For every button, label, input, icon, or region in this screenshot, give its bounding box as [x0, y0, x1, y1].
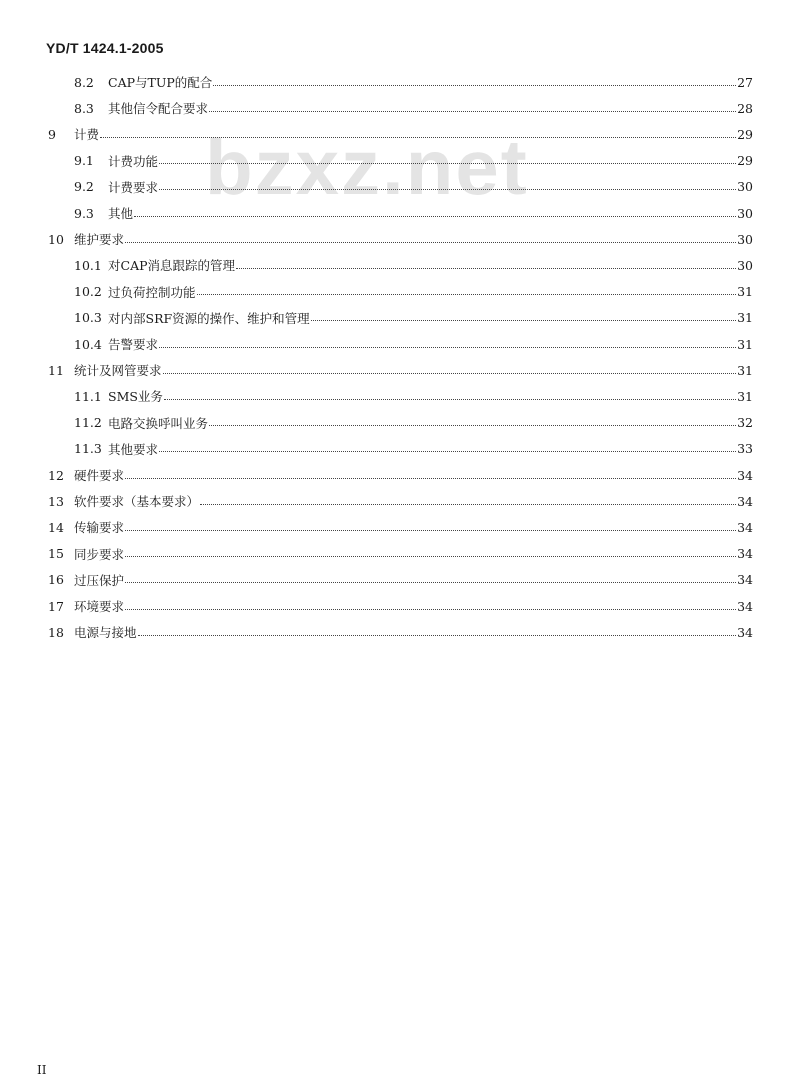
toc-entry-title: 统计及网管要求 — [74, 363, 162, 379]
toc-entry-number: 10.2 — [74, 284, 102, 300]
toc-entry-number: 13 — [48, 493, 64, 509]
toc-entry-title: 同步要求 — [74, 546, 125, 562]
toc-entry — [48, 124, 753, 144]
toc-dot-leader — [125, 556, 736, 557]
toc-dot-leader — [236, 268, 736, 269]
toc-entry — [48, 517, 753, 537]
toc-entry-page: 31 — [737, 362, 753, 378]
toc-entry-page: 30 — [737, 231, 753, 247]
toc-entry — [48, 229, 753, 249]
toc-entry-number: 9.1 — [74, 153, 94, 169]
toc-dot-leader — [164, 399, 736, 400]
toc-entry — [48, 544, 753, 564]
toc-entry-number: 8.2 — [74, 74, 94, 90]
toc-entry-number: 9.3 — [74, 205, 94, 221]
toc-entry — [48, 360, 753, 380]
toc-entry-page: 34 — [737, 572, 753, 588]
toc-entry-title: 告警要求 — [108, 337, 159, 352]
toc-entry-number: 11.2 — [74, 415, 102, 431]
toc-entry-title: 过负荷控制功能 — [108, 284, 196, 300]
toc-entry-number: 10.4 — [74, 336, 102, 352]
toc-entry-number: 11.1 — [74, 388, 102, 404]
toc-entry — [48, 596, 753, 616]
toc-entry-number: 10.3 — [74, 310, 102, 326]
toc-entry-page: 34 — [737, 598, 753, 614]
toc-dot-leader — [100, 137, 736, 138]
toc-entry-page: 34 — [737, 624, 753, 640]
toc-entry-number: 10 — [48, 231, 64, 247]
toc-entry — [74, 98, 753, 118]
toc-entry-title: 其他信令配合要求 — [108, 101, 209, 117]
toc-entry-title: 维护要求 — [74, 232, 125, 248]
toc-entry — [74, 308, 753, 328]
toc-entry-page: 32 — [737, 415, 753, 431]
toc-entry-number: 15 — [48, 546, 64, 562]
toc-entry-title: 对CAP消息跟踪的管理 — [108, 258, 236, 274]
toc-entry-title: SMS业务 — [108, 389, 163, 405]
toc-entry-page: 31 — [737, 388, 753, 404]
toc-entry-number: 12 — [48, 467, 64, 483]
toc-entry-title: 电源与接地 — [74, 625, 137, 641]
toc-entry-title: 软件要求（基本要求） — [74, 494, 200, 510]
toc-entry-number: 9.2 — [74, 179, 94, 195]
toc-entry — [74, 282, 753, 302]
toc-entry-title: 硬件要求 — [74, 468, 125, 483]
toc-entry-title: CAP与TUP的配合 — [108, 75, 213, 90]
toc-entry — [74, 177, 753, 197]
toc-dot-leader — [213, 85, 736, 86]
toc-dot-leader — [125, 582, 736, 583]
toc-entry-page: 34 — [737, 493, 753, 509]
toc-entry — [74, 413, 753, 433]
toc-entry-title: 对内部SRF资源的操作、维护和管理 — [108, 310, 310, 326]
toc-entry-number: 11.3 — [74, 441, 102, 457]
toc-entry — [48, 570, 753, 590]
toc-entry-title: 传输要求 — [74, 520, 125, 536]
toc-dot-leader — [138, 635, 737, 636]
toc-entry-title: 计费 — [74, 127, 100, 143]
toc-entry — [74, 439, 753, 459]
toc-dot-leader — [197, 294, 737, 295]
page-number-footer: II — [37, 1063, 47, 1077]
toc-entry-number: 8.3 — [74, 100, 94, 116]
toc-dot-leader — [311, 320, 736, 321]
toc-dot-leader — [159, 189, 736, 190]
toc-entry-page: 30 — [737, 257, 753, 273]
toc-dot-leader — [200, 504, 736, 505]
toc-dot-leader — [125, 530, 736, 531]
toc-entry — [74, 151, 753, 171]
toc-dot-leader — [209, 111, 736, 112]
toc-entry-page: 33 — [737, 441, 753, 457]
toc-dot-leader — [125, 242, 736, 243]
toc-entry — [74, 255, 753, 275]
toc-entry-page: 34 — [737, 546, 753, 562]
toc-entry-title: 过压保护 — [74, 572, 125, 588]
toc-dot-leader — [163, 373, 737, 374]
toc-dot-leader — [159, 451, 736, 452]
toc-entry-page: 30 — [737, 205, 753, 221]
toc-entry-number: 10.1 — [74, 257, 102, 273]
toc-entry-number: 16 — [48, 572, 64, 588]
toc-entry — [74, 203, 753, 223]
toc-entry-page: 34 — [737, 467, 753, 483]
toc-dot-leader — [159, 347, 736, 348]
toc-dot-leader — [134, 216, 736, 217]
toc-entry — [48, 491, 753, 511]
toc-dot-leader — [159, 163, 736, 164]
toc-entry-page: 31 — [737, 310, 753, 326]
toc-entry — [74, 334, 753, 354]
toc-entry — [74, 386, 753, 406]
toc-entry-title: 计费要求 — [108, 179, 159, 195]
toc-entry-number: 17 — [48, 598, 64, 614]
toc-entry — [48, 622, 753, 642]
toc-entry-page: 31 — [737, 284, 753, 300]
toc-entry-page: 28 — [737, 100, 753, 116]
toc-entry-page: 30 — [737, 179, 753, 195]
document-code-header: YD/T 1424.1-2005 — [46, 40, 164, 56]
toc-entry-page: 29 — [737, 153, 753, 169]
toc-entry — [74, 72, 753, 92]
toc-entry-page: 34 — [737, 519, 753, 535]
toc-entry-number: 14 — [48, 519, 64, 535]
toc-dot-leader — [125, 478, 736, 479]
toc-entry-number: 9 — [48, 126, 56, 142]
toc-entry-page: 27 — [737, 74, 753, 90]
toc-entry-title: 其他 — [108, 206, 134, 221]
toc-entry-title: 环境要求 — [74, 599, 125, 614]
toc-entry-number: 11 — [48, 362, 64, 378]
toc-entry — [48, 465, 753, 485]
toc-entry-page: 31 — [737, 336, 753, 352]
toc-dot-leader — [209, 425, 736, 426]
toc-entry-title: 电路交换呼叫业务 — [108, 415, 209, 431]
toc-entry-number: 18 — [48, 624, 64, 640]
toc-entry-title: 计费功能 — [108, 153, 159, 169]
toc-entry-page: 29 — [737, 126, 753, 142]
watermark-text: bzxz.net — [205, 123, 529, 211]
toc-entry-title: 其他要求 — [108, 441, 159, 457]
toc-dot-leader — [125, 609, 736, 610]
